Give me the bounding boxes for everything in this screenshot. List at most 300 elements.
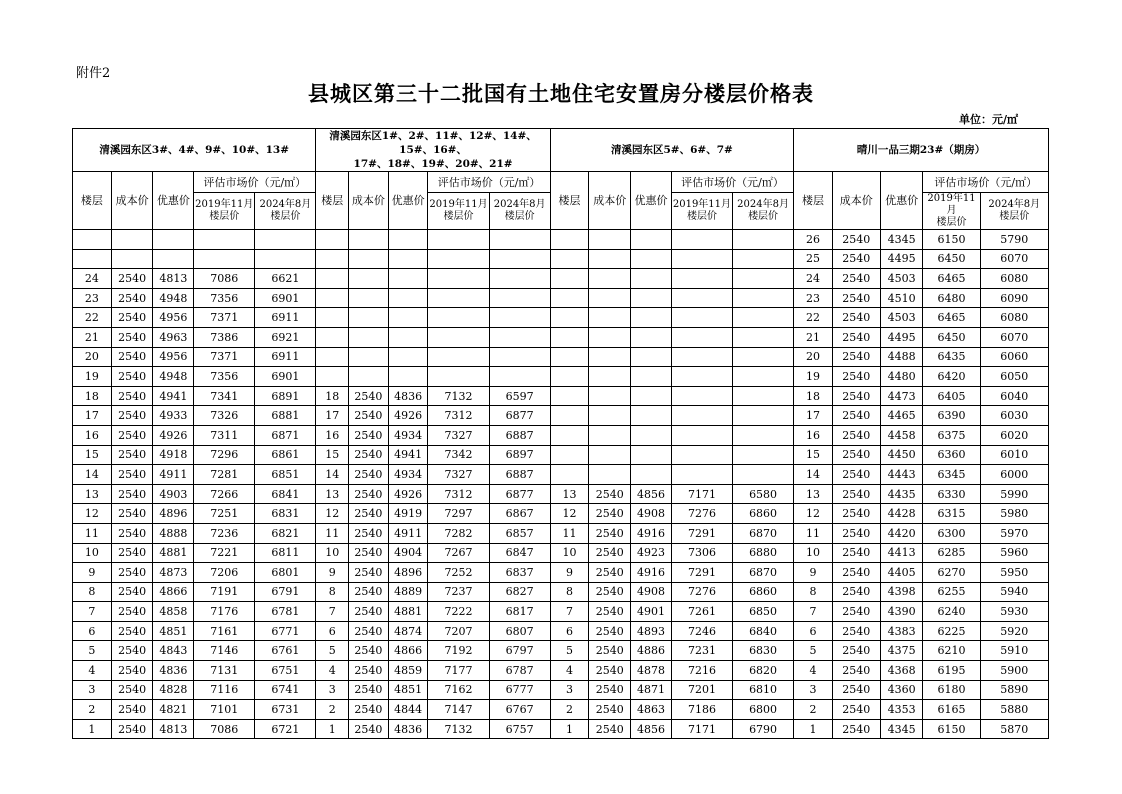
cost-cell: 2540 [111, 484, 153, 504]
price-2019-cell: 7237 [428, 582, 489, 602]
price-2024-cell: 6080 [980, 308, 1048, 328]
cost-cell: 2540 [111, 504, 153, 524]
cost-cell: 2540 [111, 406, 153, 426]
discount-cell [631, 308, 672, 328]
cost-cell [589, 269, 631, 289]
discount-cell: 4345 [880, 230, 923, 250]
cost-cell: 2540 [832, 504, 880, 524]
cost-cell: 2540 [349, 504, 389, 524]
price-2019-cell: 6315 [923, 504, 980, 524]
floor-cell [550, 249, 589, 269]
cost-cell: 2540 [111, 386, 153, 406]
floor-cell: 6 [794, 621, 833, 641]
discount-cell [631, 425, 672, 445]
price-2019-cell: 7252 [428, 563, 489, 583]
price-2024-cell: 6080 [980, 269, 1048, 289]
price-2024-cell: 6807 [489, 621, 550, 641]
price-2019-cell: 6465 [923, 269, 980, 289]
floor-cell [316, 249, 349, 269]
price-2019-header [194, 193, 255, 230]
floor-cell [550, 269, 589, 289]
discount-cell: 4353 [880, 700, 923, 720]
price-2024-cell: 5920 [980, 621, 1048, 641]
discount-cell: 4450 [880, 445, 923, 465]
cost-cell: 2540 [111, 269, 153, 289]
unit-label: 单位：元/㎡ [958, 113, 1018, 126]
price-2019-cell: 7176 [194, 602, 255, 622]
price-2024-cell: 6827 [489, 582, 550, 602]
price-2024-cell: 6090 [980, 288, 1048, 308]
cost-cell: 2540 [349, 484, 389, 504]
discount-cell: 4856 [631, 484, 672, 504]
cost-cell: 2540 [349, 582, 389, 602]
cost-cell: 2540 [111, 465, 153, 485]
price-2019-cell: 7282 [428, 523, 489, 543]
price-2024-cell: 5880 [980, 700, 1048, 720]
cost-cell: 2540 [589, 523, 631, 543]
price-2024-cell [733, 347, 794, 367]
table-row [73, 602, 1049, 622]
floor-cell: 9 [73, 563, 112, 583]
floor-cell: 9 [794, 563, 833, 583]
cost-cell: 2540 [832, 661, 880, 681]
price-2024-cell: 6901 [255, 288, 316, 308]
table-row [73, 582, 1049, 602]
price-2024-cell: 6020 [980, 425, 1048, 445]
price-2024-cell: 6580 [733, 484, 794, 504]
price-2019-cell: 7221 [194, 543, 255, 563]
price-2019-cell: 7101 [194, 700, 255, 720]
floor-cell: 1 [550, 719, 589, 739]
floor-cell [316, 367, 349, 387]
price-2019-cell: 6270 [923, 563, 980, 583]
floor-cell: 17 [794, 406, 833, 426]
market-price-header: 评估市场价（元/㎡） [923, 172, 1049, 193]
discount-cell: 4948 [153, 367, 194, 387]
cost-cell: 2540 [349, 661, 389, 681]
discount-header: 优惠价 [153, 172, 194, 230]
price-2019-cell: 6405 [923, 386, 980, 406]
cost-cell: 2540 [589, 504, 631, 524]
floor-cell: 16 [794, 425, 833, 445]
price-2019-cell: 7132 [428, 386, 489, 406]
cost-cell: 2540 [832, 563, 880, 583]
price-2019-cell: 7371 [194, 308, 255, 328]
discount-cell: 4904 [388, 543, 428, 563]
floor-cell [550, 367, 589, 387]
cost-cell: 2540 [832, 602, 880, 622]
price-2019-cell: 7207 [428, 621, 489, 641]
price-2019-cell: 7132 [428, 719, 489, 739]
discount-cell: 4889 [388, 582, 428, 602]
cost-cell [349, 367, 389, 387]
price-2019-cell [428, 327, 489, 347]
price-2019-cell: 7341 [194, 386, 255, 406]
price-2024-header-line: 楼层价 [270, 211, 301, 222]
price-2024-cell [733, 249, 794, 269]
price-2024-cell: 6871 [255, 425, 316, 445]
cost-cell [589, 230, 631, 250]
floor-cell [550, 465, 589, 485]
cost-cell: 2540 [349, 406, 389, 426]
cost-cell: 2540 [589, 543, 631, 563]
cost-cell: 2540 [832, 288, 880, 308]
cost-cell: 2540 [111, 543, 153, 563]
cost-cell: 2540 [832, 719, 880, 739]
discount-cell: 4926 [388, 484, 428, 504]
price-2019-cell: 6240 [923, 602, 980, 622]
floor-cell: 19 [794, 367, 833, 387]
cost-cell: 2540 [832, 308, 880, 328]
cost-cell [589, 445, 631, 465]
price-2019-cell: 6345 [923, 465, 980, 485]
discount-cell [388, 230, 428, 250]
discount-cell: 4866 [388, 641, 428, 661]
price-2019-header-line: 2019年11月 [927, 193, 976, 216]
discount-cell: 4465 [880, 406, 923, 426]
price-2024-cell: 5790 [980, 230, 1048, 250]
price-2019-cell: 7276 [671, 582, 732, 602]
discount-cell [388, 347, 428, 367]
price-2019-cell [671, 269, 732, 289]
floor-cell: 8 [73, 582, 112, 602]
price-2024-header [255, 193, 316, 230]
price-2024-cell [489, 249, 550, 269]
cost-cell: 2540 [111, 327, 153, 347]
floor-cell: 8 [794, 582, 833, 602]
floor-cell: 6 [316, 621, 349, 641]
discount-cell: 4375 [880, 641, 923, 661]
group-header [73, 129, 316, 172]
cost-cell: 2540 [349, 621, 389, 641]
price-2024-cell: 6901 [255, 367, 316, 387]
cost-cell: 2540 [832, 465, 880, 485]
page-title: 县城区第三十二批国有土地住宅安置房分楼层价格表 [308, 81, 814, 106]
discount-cell: 4871 [631, 680, 672, 700]
price-2024-cell [733, 465, 794, 485]
table-row [73, 680, 1049, 700]
discount-cell: 4851 [153, 621, 194, 641]
floor-cell: 15 [794, 445, 833, 465]
discount-cell: 4495 [880, 249, 923, 269]
cost-cell: 2540 [349, 523, 389, 543]
cost-cell [349, 269, 389, 289]
price-2019-cell [671, 425, 732, 445]
floor-cell: 10 [316, 543, 349, 563]
price-2024-cell: 6877 [489, 484, 550, 504]
price-2024-header-line: 2024年8月 [737, 199, 789, 210]
floor-cell: 2 [316, 700, 349, 720]
price-2024-cell: 6791 [255, 582, 316, 602]
cost-cell: 2540 [589, 484, 631, 504]
discount-cell: 4851 [388, 680, 428, 700]
discount-cell [388, 269, 428, 289]
price-2024-cell: 6741 [255, 680, 316, 700]
cost-cell: 2540 [832, 367, 880, 387]
cost-cell [589, 249, 631, 269]
cost-cell [589, 425, 631, 445]
price-2024-cell: 6597 [489, 386, 550, 406]
price-2024-cell: 6817 [489, 602, 550, 622]
cost-cell: 2540 [589, 700, 631, 720]
group-header-line2: 17#、18#、19#、20#、21# [353, 158, 513, 170]
price-2024-cell: 6877 [489, 406, 550, 426]
price-2024-cell: 6870 [733, 563, 794, 583]
discount-cell [631, 445, 672, 465]
price-2019-cell [428, 269, 489, 289]
floor-cell: 1 [316, 719, 349, 739]
discount-cell: 4428 [880, 504, 923, 524]
cost-cell [589, 288, 631, 308]
floor-cell [316, 269, 349, 289]
price-2024-cell: 6841 [255, 484, 316, 504]
price-2024-cell: 5930 [980, 602, 1048, 622]
floor-cell [550, 425, 589, 445]
table-row [73, 288, 1049, 308]
price-2019-cell: 7251 [194, 504, 255, 524]
price-2019-cell [671, 465, 732, 485]
floor-cell: 17 [316, 406, 349, 426]
price-2019-cell: 7146 [194, 641, 255, 661]
attachment-label: 附件2 [76, 66, 111, 81]
price-2024-cell: 6761 [255, 641, 316, 661]
discount-cell [631, 249, 672, 269]
price-2019-cell: 6450 [923, 249, 980, 269]
price-2019-cell: 7266 [194, 484, 255, 504]
price-2019-cell: 7276 [671, 504, 732, 524]
price-2019-cell: 7161 [194, 621, 255, 641]
cost-header: 成本价 [111, 172, 153, 230]
price-2019-cell: 6360 [923, 445, 980, 465]
price-2019-cell: 7086 [194, 719, 255, 739]
cost-cell: 2540 [832, 230, 880, 250]
discount-cell: 4503 [880, 308, 923, 328]
discount-cell: 4923 [631, 543, 672, 563]
table-row [73, 406, 1049, 426]
cost-cell: 2540 [832, 582, 880, 602]
price-2024-cell: 6870 [733, 523, 794, 543]
price-2019-cell: 7171 [671, 719, 732, 739]
cost-cell: 2540 [349, 602, 389, 622]
price-2019-cell: 6480 [923, 288, 980, 308]
floor-header: 楼层 [73, 172, 112, 230]
discount-cell: 4360 [880, 680, 923, 700]
floor-cell: 5 [73, 641, 112, 661]
price-2019-cell [428, 288, 489, 308]
price-2024-cell: 6621 [255, 269, 316, 289]
price-2019-cell: 6150 [923, 230, 980, 250]
price-2024-cell: 6771 [255, 621, 316, 641]
discount-cell: 4926 [153, 425, 194, 445]
floor-header: 楼层 [794, 172, 833, 230]
price-2019-header-line: 2019年11月 [195, 199, 254, 210]
discount-cell: 4903 [153, 484, 194, 504]
price-2024-cell: 5870 [980, 719, 1048, 739]
price-2019-header-line: 2019年11月 [429, 199, 488, 210]
price-2019-cell: 6390 [923, 406, 980, 426]
price-2019-cell: 6450 [923, 327, 980, 347]
floor-cell: 26 [794, 230, 833, 250]
price-2024-cell: 6911 [255, 308, 316, 328]
price-2019-cell: 7186 [671, 700, 732, 720]
price-2019-cell [194, 230, 255, 250]
cost-cell [349, 230, 389, 250]
floor-cell: 17 [73, 406, 112, 426]
floor-cell: 19 [73, 367, 112, 387]
price-2024-cell: 6030 [980, 406, 1048, 426]
price-2024-cell: 6787 [489, 661, 550, 681]
floor-cell: 7 [316, 602, 349, 622]
discount-cell: 4933 [153, 406, 194, 426]
cost-cell: 2540 [349, 719, 389, 739]
price-2019-cell: 7326 [194, 406, 255, 426]
price-2019-cell: 6285 [923, 543, 980, 563]
price-2019-cell: 7296 [194, 445, 255, 465]
discount-cell: 4473 [880, 386, 923, 406]
cost-cell: 2540 [589, 582, 631, 602]
cost-cell: 2540 [111, 288, 153, 308]
cost-cell: 2540 [832, 621, 880, 641]
discount-cell: 4934 [388, 465, 428, 485]
discount-cell: 4901 [631, 602, 672, 622]
price-2019-cell: 7192 [428, 641, 489, 661]
floor-cell: 7 [73, 602, 112, 622]
table-row [73, 445, 1049, 465]
cost-cell: 2540 [111, 347, 153, 367]
table-row [73, 661, 1049, 681]
cost-cell: 2540 [832, 680, 880, 700]
price-2019-cell: 7291 [671, 523, 732, 543]
discount-cell [388, 308, 428, 328]
discount-cell: 4844 [388, 700, 428, 720]
table-row [73, 347, 1049, 367]
table-row [73, 308, 1049, 328]
discount-cell: 4488 [880, 347, 923, 367]
price-2024-cell [733, 386, 794, 406]
table-row [73, 621, 1049, 641]
price-2019-header-line: 楼层价 [209, 211, 240, 222]
price-2019-cell: 7177 [428, 661, 489, 681]
price-2024-header-line: 2024年8月 [493, 199, 546, 210]
discount-cell: 4836 [388, 719, 428, 739]
table-row [73, 367, 1049, 387]
cost-cell: 2540 [832, 445, 880, 465]
cost-cell: 2540 [832, 386, 880, 406]
discount-cell: 4881 [388, 602, 428, 622]
price-2024-cell: 6790 [733, 719, 794, 739]
cost-cell: 2540 [349, 641, 389, 661]
cost-cell: 2540 [832, 269, 880, 289]
price-2024-cell: 6000 [980, 465, 1048, 485]
price-2019-cell: 7206 [194, 563, 255, 583]
cost-cell: 2540 [349, 465, 389, 485]
price-2024-cell [733, 230, 794, 250]
discount-cell: 4503 [880, 269, 923, 289]
cost-cell: 2540 [832, 543, 880, 563]
floor-cell [550, 288, 589, 308]
group-header [550, 129, 793, 172]
cost-cell: 2540 [111, 680, 153, 700]
discount-cell [631, 367, 672, 387]
cost-cell [589, 367, 631, 387]
price-2024-cell: 6851 [255, 465, 316, 485]
price-2024-cell [489, 288, 550, 308]
price-2024-cell: 6830 [733, 641, 794, 661]
price-2019-cell: 7312 [428, 484, 489, 504]
cost-cell: 2540 [589, 680, 631, 700]
floor-cell: 22 [73, 308, 112, 328]
discount-cell: 4398 [880, 582, 923, 602]
price-2019-cell [671, 445, 732, 465]
cost-cell [589, 327, 631, 347]
cost-cell: 2540 [832, 641, 880, 661]
price-2019-cell: 6150 [923, 719, 980, 739]
price-2019-cell [671, 406, 732, 426]
price-2019-cell: 6375 [923, 425, 980, 445]
price-2019-cell [671, 230, 732, 250]
price-2019-cell: 6165 [923, 700, 980, 720]
price-2024-cell: 6801 [255, 563, 316, 583]
price-2024-cell: 6857 [489, 523, 550, 543]
floor-cell: 11 [73, 523, 112, 543]
discount-cell: 4405 [880, 563, 923, 583]
discount-cell: 4866 [153, 582, 194, 602]
group-header-line1: 清溪园东区3#、4#、9#、10#、13# [99, 144, 290, 156]
price-2024-cell [733, 288, 794, 308]
cost-cell: 2540 [589, 563, 631, 583]
floor-cell [550, 445, 589, 465]
cost-cell: 2540 [589, 621, 631, 641]
price-2019-cell: 7371 [194, 347, 255, 367]
price-2024-cell: 6800 [733, 700, 794, 720]
price-2024-header-line: 2024年8月 [988, 199, 1041, 210]
discount-cell: 4916 [631, 563, 672, 583]
discount-cell: 4881 [153, 543, 194, 563]
discount-cell: 4926 [388, 406, 428, 426]
cost-cell: 2540 [111, 641, 153, 661]
discount-cell: 4896 [388, 563, 428, 583]
floor-cell: 4 [794, 661, 833, 681]
discount-cell: 4893 [631, 621, 672, 641]
price-2024-cell [733, 445, 794, 465]
cost-cell: 2540 [832, 406, 880, 426]
price-2019-header [428, 193, 489, 230]
cost-cell: 2540 [832, 700, 880, 720]
floor-cell: 24 [794, 269, 833, 289]
floor-cell [550, 386, 589, 406]
floor-cell: 5 [316, 641, 349, 661]
discount-cell [388, 367, 428, 387]
price-2024-cell: 6060 [980, 347, 1048, 367]
cost-header: 成本价 [589, 172, 631, 230]
discount-cell [153, 249, 194, 269]
floor-cell [73, 230, 112, 250]
cost-cell: 2540 [589, 719, 631, 739]
market-price-header: 评估市场价（元/㎡） [428, 172, 550, 193]
floor-cell: 2 [550, 700, 589, 720]
price-2024-cell: 6751 [255, 661, 316, 681]
discount-cell: 4874 [388, 621, 428, 641]
cost-cell [349, 249, 389, 269]
discount-cell [631, 386, 672, 406]
cost-cell: 2540 [111, 308, 153, 328]
floor-cell [316, 230, 349, 250]
cost-cell [589, 465, 631, 485]
price-2024-cell [733, 269, 794, 289]
discount-cell: 4390 [880, 602, 923, 622]
cost-cell [349, 288, 389, 308]
price-2024-cell: 6921 [255, 327, 316, 347]
